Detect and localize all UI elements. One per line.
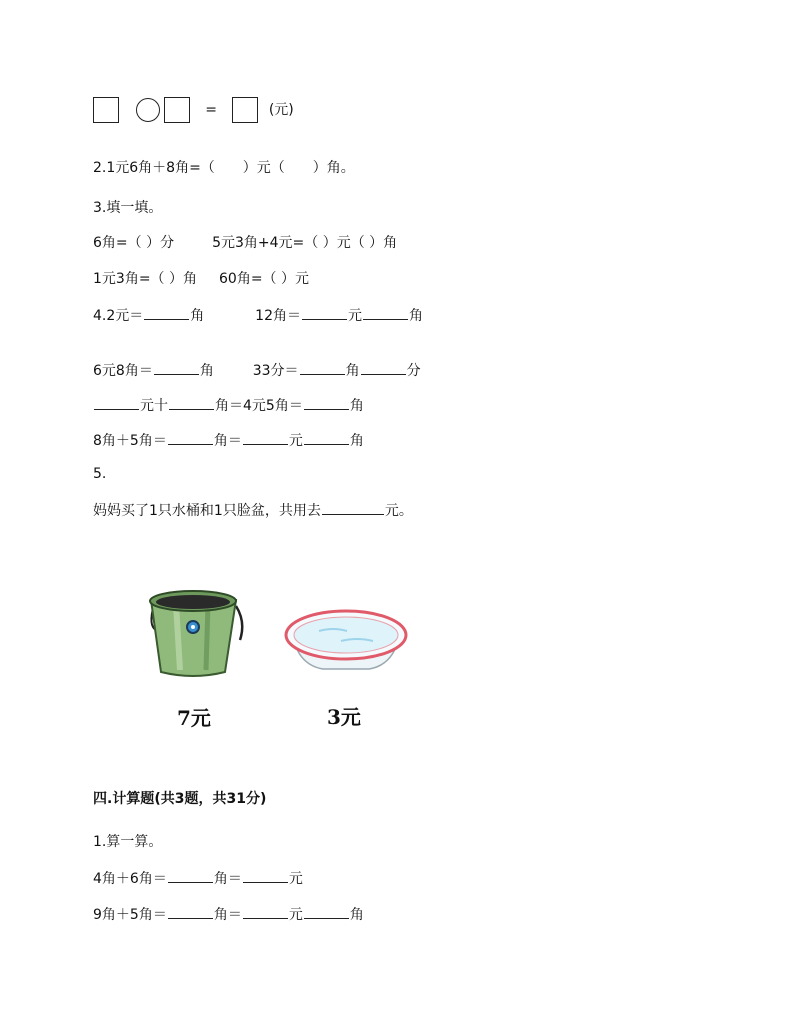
q4-text: 12角＝: [255, 308, 301, 324]
answer-blank[interactable]: [304, 429, 349, 445]
q5-text: 元。: [384, 503, 413, 519]
calc-text: 角: [349, 907, 364, 923]
bucket-price: 7元: [177, 706, 211, 730]
q4-text: 角: [409, 308, 423, 324]
q4-text: 角＝: [213, 433, 242, 449]
answer-blank[interactable]: [144, 304, 189, 320]
question-3-row-2: [93, 269, 309, 289]
q4-text: 分: [406, 363, 421, 379]
equals-sign: =: [205, 102, 217, 118]
question-4-row-1: [93, 304, 423, 326]
answer-blank[interactable]: [302, 304, 347, 320]
calc-text: 4角＋6角＝: [93, 871, 167, 887]
unit-label: (元): [268, 102, 294, 118]
calc-text: 9角＋5角＝: [93, 907, 167, 923]
q4-text: 角: [199, 363, 214, 379]
answer-blank[interactable]: [168, 867, 213, 883]
q4-text: 元: [288, 433, 303, 449]
answer-box[interactable]: [232, 97, 258, 123]
q4-text: 6元8角＝: [93, 363, 153, 379]
question-3-title: 3.填一填。: [93, 200, 163, 216]
q3-item: 60角=（ ）元: [219, 271, 309, 287]
question-5-text: [93, 499, 413, 521]
operator-circle[interactable]: [136, 98, 160, 122]
question-4-row-3: [93, 394, 364, 416]
answer-blank[interactable]: [363, 304, 408, 320]
question-4-row-2: [93, 359, 421, 381]
answer-blank[interactable]: [169, 394, 214, 410]
question-5-number: 5.: [93, 466, 107, 482]
q4-text: 角＝4元5角＝: [215, 398, 303, 414]
calc-text: 角＝: [213, 907, 242, 923]
q3-item: 6角=（ ）分: [93, 235, 175, 251]
answer-blank[interactable]: [168, 429, 213, 445]
q4-text: 角: [190, 308, 205, 324]
question-4-row-4: [93, 429, 364, 451]
answer-blank[interactable]: [304, 903, 349, 919]
question-2: 2.1元6角＋8角=（ ）元（ ）角。: [93, 160, 355, 176]
calc-text: 元: [288, 907, 303, 923]
answer-box[interactable]: [93, 97, 119, 123]
q4-text: 4.2元＝: [93, 308, 144, 324]
answer-blank[interactable]: [94, 394, 139, 410]
question-3-row-1: [93, 233, 397, 253]
answer-blank[interactable]: [168, 903, 213, 919]
answer-blank[interactable]: [243, 867, 288, 883]
q4-text: 角: [345, 363, 360, 379]
q4-text: 元: [348, 308, 362, 324]
q4-text: 33分＝: [252, 363, 299, 379]
section-4-row-2: [93, 903, 364, 925]
q3-item: 5元3角+4元=（ ）元（ ）角: [212, 235, 398, 251]
answer-blank[interactable]: [300, 359, 345, 375]
answer-blank[interactable]: [322, 499, 384, 515]
section-4-row-1: [93, 867, 303, 889]
calc-text: 角＝: [213, 871, 242, 887]
basin-icon: [283, 603, 409, 675]
section-4-question-1-title: 1.算一算。: [93, 834, 163, 850]
q3-item: 1元3角=（ ）角: [93, 271, 197, 287]
calc-text: 元: [288, 871, 303, 887]
section-4-title: 四.计算题(共3题，共31分): [93, 791, 267, 807]
answer-blank[interactable]: [154, 359, 199, 375]
q4-text: 角: [349, 398, 364, 414]
answer-blank[interactable]: [243, 903, 288, 919]
answer-blank[interactable]: [304, 394, 349, 410]
answer-template-row: [93, 96, 294, 124]
answer-blank[interactable]: [243, 429, 288, 445]
q5-text: 妈妈买了1只水桶和1只脸盆，共用去: [93, 503, 321, 519]
q4-text: 元十: [140, 398, 168, 414]
bucket-icon: [146, 586, 248, 680]
q4-text: 角: [349, 433, 364, 449]
answer-blank[interactable]: [361, 359, 406, 375]
basin-price: 3元: [327, 705, 361, 729]
answer-box[interactable]: [164, 97, 190, 123]
q4-text: 8角＋5角＝: [93, 433, 167, 449]
